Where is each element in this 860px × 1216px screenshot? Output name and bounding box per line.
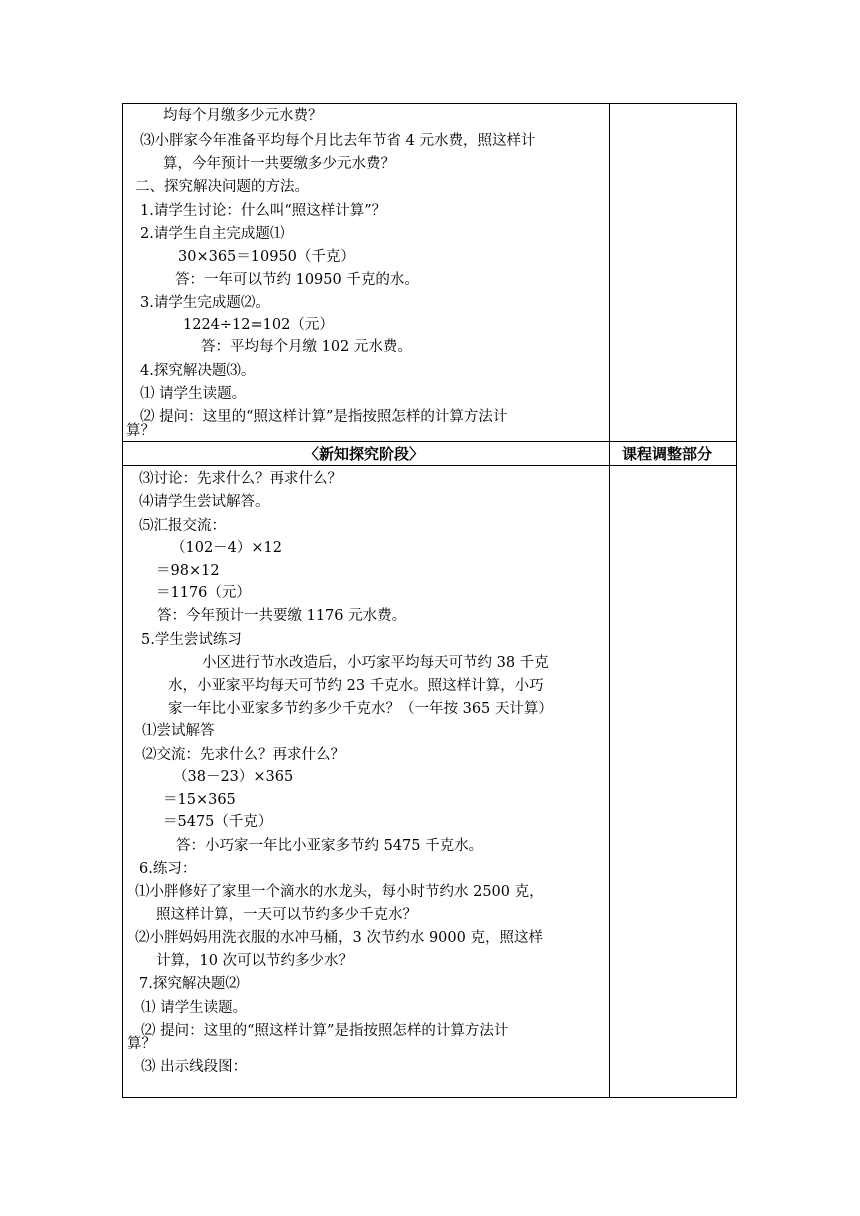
text-line: 30×365＝10950（千克） bbox=[178, 249, 355, 265]
text-line: ⑴小胖修好了家里一个滴水的水龙头，每小时节约水 2500 克， bbox=[135, 884, 544, 900]
text-line: ⑴尝试解答 bbox=[142, 723, 215, 739]
text-line: 计算，10 次可以节约多少水？ bbox=[156, 953, 354, 969]
text-line: ⑵ 提问：这里的“照这样计算”是指按照怎样的计算方法计 bbox=[141, 1023, 509, 1039]
text-line: ⑶小胖家今年准备平均每个月比去年节省 4 元水费，照这样计 bbox=[140, 133, 536, 149]
text-line: 算，今年预计一共要缴多少元水费？ bbox=[163, 156, 395, 172]
text-line: 算？ bbox=[126, 423, 155, 439]
text-line: 均每个月缴多少元水费？ bbox=[163, 108, 323, 124]
text-line: 答：今年预计一共要缴 1176 元水费。 bbox=[157, 608, 407, 624]
text-line: 家一年比小亚家多节约多少千克水？（一年按 365 天计算） bbox=[168, 701, 553, 717]
text-line: 4.探究解决题⑶。 bbox=[140, 363, 256, 379]
text-line: 照这样计算，一天可以节约多少千克水？ bbox=[156, 907, 417, 923]
text-line: 2.请学生自主完成题⑴ bbox=[140, 226, 285, 242]
text-line: 二、探究解决问题的方法。 bbox=[135, 179, 309, 195]
text-line: ＝15×365 bbox=[163, 792, 236, 808]
text-line: ＝1176（元） bbox=[156, 585, 251, 601]
column-divider bbox=[609, 104, 610, 1097]
text-line: （38－23）×365 bbox=[173, 769, 294, 785]
row-divider-header bbox=[123, 465, 736, 466]
text-line: ＝98×12 bbox=[156, 563, 220, 579]
text-line: ⑵ 提问：这里的“照这样计算”是指按照怎样的计算方法计 bbox=[140, 409, 508, 425]
text-line: 答：小巧家一年比小亚家多节约 5475 千克水。 bbox=[176, 838, 484, 854]
row-divider-top bbox=[123, 441, 736, 442]
text-line: 答：一年可以节约 10950 千克的水。 bbox=[175, 272, 419, 288]
text-line: 5.学生尝试练习 bbox=[141, 632, 242, 648]
text-line: 6.练习： bbox=[139, 861, 197, 877]
text-line: ⑶ 出示线段图： bbox=[141, 1059, 248, 1075]
text-line: ⑸汇报交流： bbox=[139, 518, 226, 534]
text-line: 7.探究解决题⑵ bbox=[139, 976, 240, 992]
text-line: ⑷请学生尝试解答。 bbox=[139, 494, 270, 510]
text-line: ⑴ 请学生读题。 bbox=[141, 1000, 248, 1016]
text-line: 小区进行节水改造后，小巧家平均每天可节约 38 千克 bbox=[202, 655, 549, 671]
text-line: 水，小亚家平均每天可节约 23 千克水。照这样计算，小巧 bbox=[168, 678, 544, 694]
text-line: ⑵交流：先求什么？再求什么？ bbox=[142, 747, 345, 763]
text-line: （102－4）×12 bbox=[171, 540, 283, 556]
text-line: 1224÷12=102（元） bbox=[183, 317, 334, 333]
text-line: ⑴ 请学生读题。 bbox=[140, 386, 247, 402]
text-line: 答：平均每个月缴 102 元水费。 bbox=[201, 339, 412, 355]
text-line: ⑶讨论：先求什么？再求什么？ bbox=[139, 471, 342, 487]
adjustment-column-header: 课程调整部分 bbox=[622, 445, 713, 463]
lesson-plan-table bbox=[122, 103, 737, 1098]
text-line: 1.请学生讨论：什么叫“照这样计算”？ bbox=[140, 203, 387, 219]
text-line: ＝5475（千克） bbox=[163, 814, 273, 830]
text-line: 算？ bbox=[127, 1036, 156, 1052]
text-line: ⑵小胖妈妈用洗衣服的水冲马桶，3 次节约水 9000 克，照这样 bbox=[135, 930, 543, 946]
text-line: 3.请学生完成题⑵。 bbox=[140, 295, 270, 311]
stage-header: 〈新知探究阶段〉 bbox=[304, 445, 425, 463]
